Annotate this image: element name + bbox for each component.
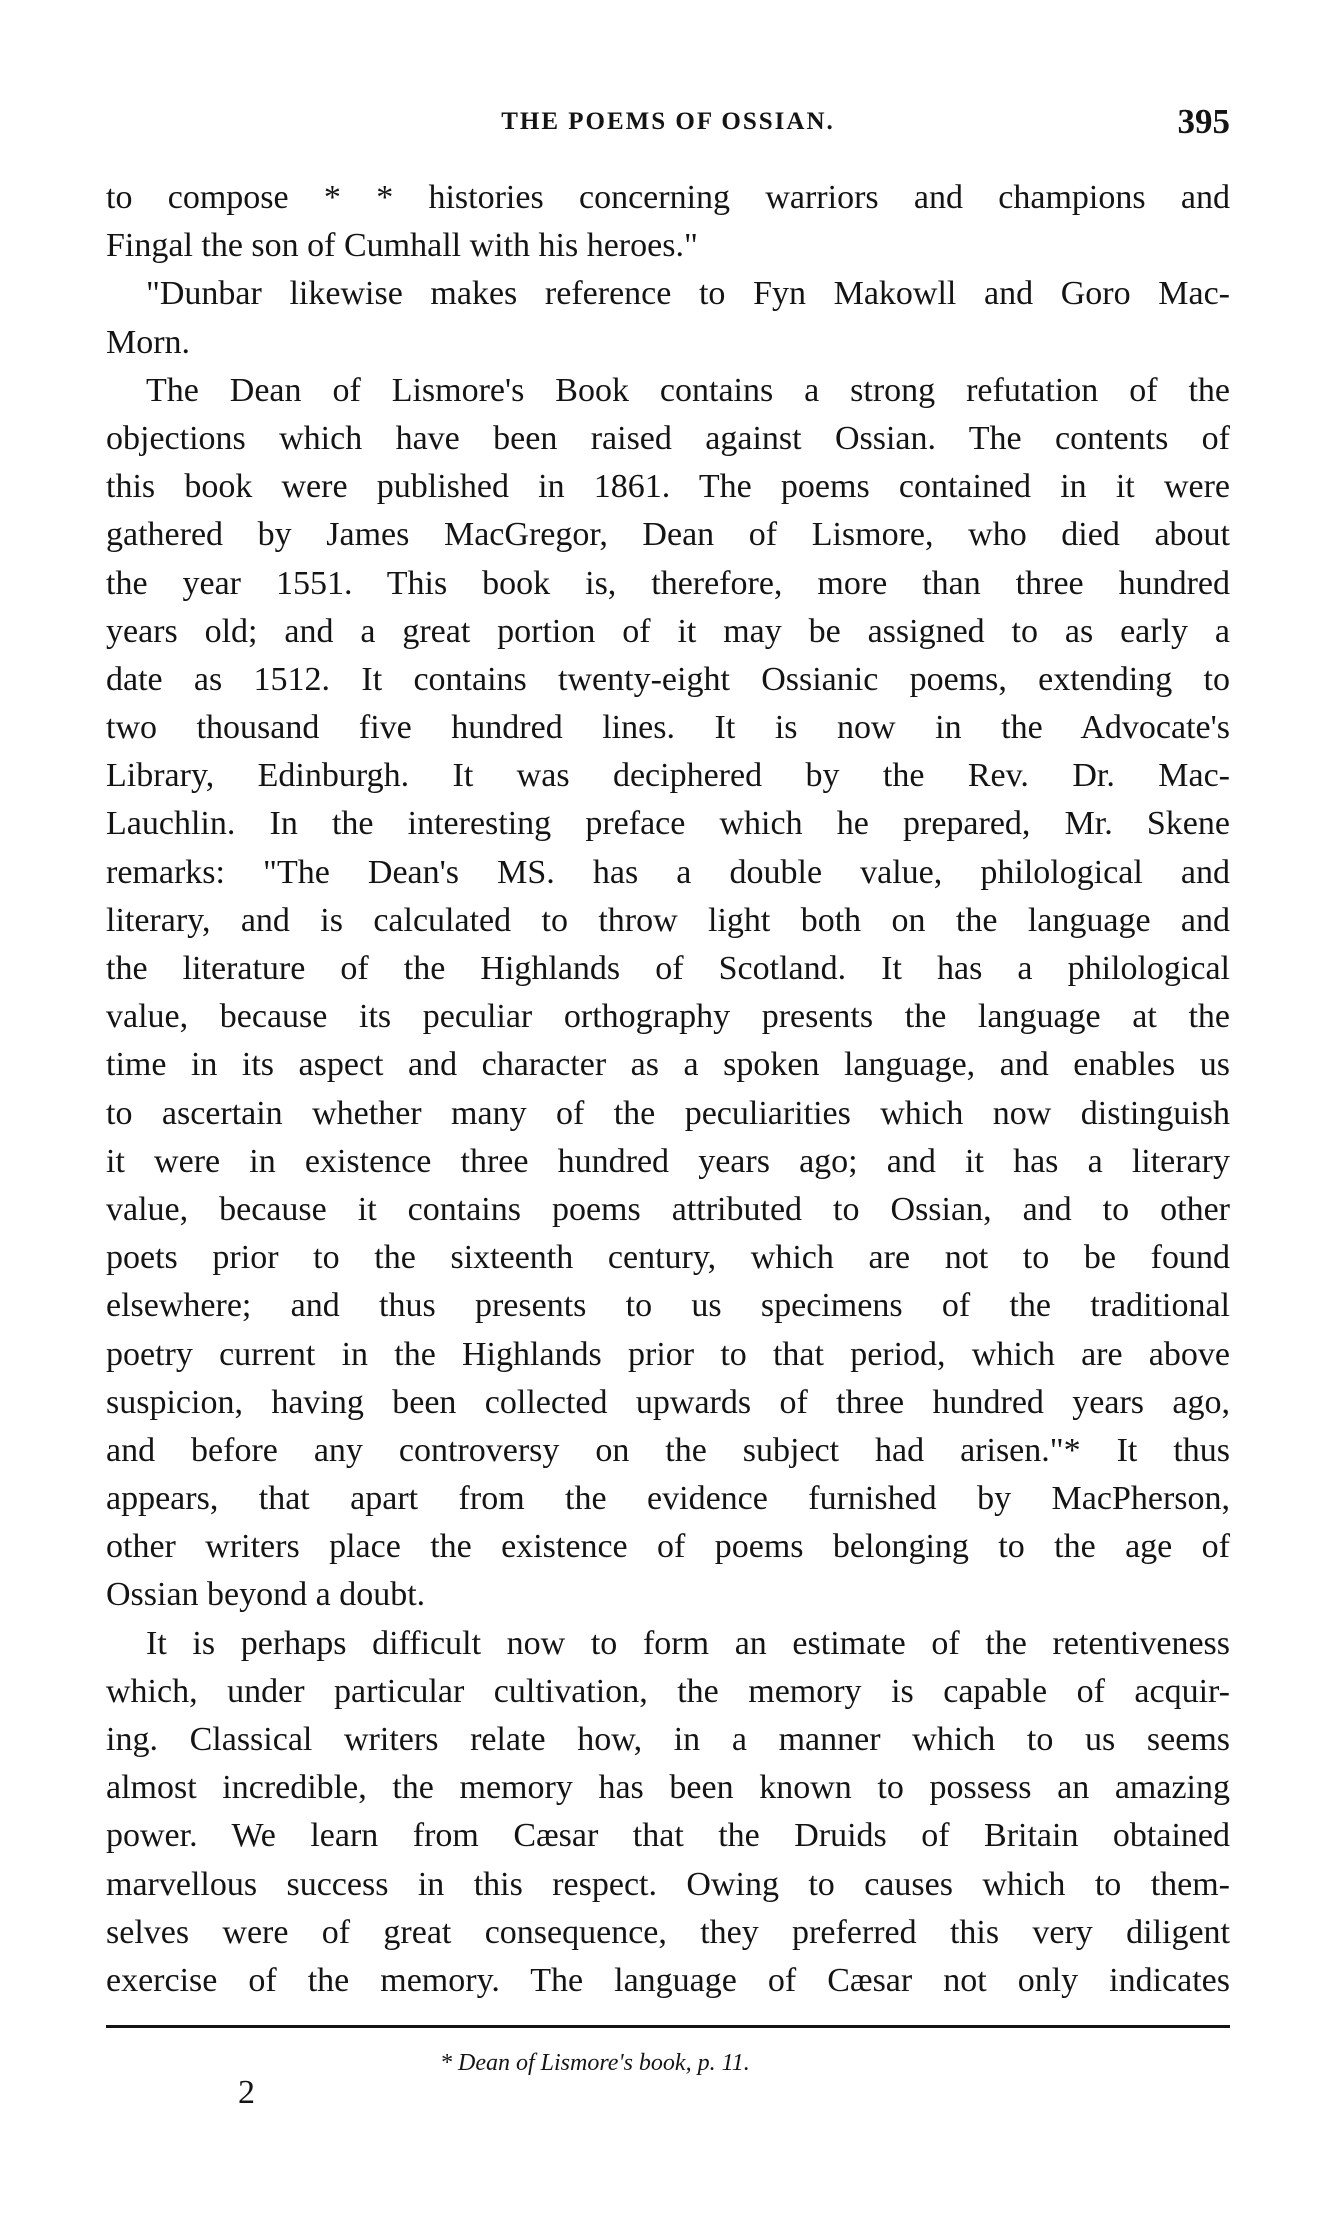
- signature-mark: 2: [238, 2074, 255, 2111]
- text-line: Library, Edinburgh. It was deciphered by the Rev. Dr. Mac-: [106, 757, 1230, 795]
- text-line: exercise of the memory. The language of Cæsar not only indicates: [106, 1961, 1230, 1999]
- text-line: Ossian beyond a doubt.: [106, 1576, 426, 1614]
- running-title: THE POEMS OF OSSIAN.: [501, 108, 835, 135]
- text-line: gathered by James MacGregor, Dean of Lismore, who died about: [106, 516, 1230, 554]
- text-line: selves were of great consequence, they preferred this very diligent: [106, 1913, 1230, 1951]
- text-line: Morn.: [106, 323, 191, 361]
- text-line: this book were published in 1861. The poems contained in it were: [106, 468, 1230, 506]
- body-text: [106, 174, 1230, 2005]
- text-line: Fingal the son of Cumhall with his heroes.": [106, 227, 698, 265]
- text-line: remarks: "The Dean's MS. has a double value, philological and: [106, 853, 1230, 891]
- text-line: years old; and a great portion of it may be assigned to as early a: [106, 612, 1230, 650]
- text-line: time in its aspect and character as a spoken language, and enables us: [106, 1046, 1230, 1084]
- text-line: poets prior to the sixteenth century, which are not to be found: [106, 1239, 1230, 1277]
- text-line: it were in existence three hundred years ago; and it has a literary: [106, 1142, 1230, 1180]
- text-line: date as 1512. It contains twenty-eight Ossianic poems, extending to: [106, 660, 1230, 698]
- text-line: to compose * * histories concerning warriors and champions and: [106, 179, 1230, 216]
- text-line: literary, and is calculated to throw light both on the language and: [106, 901, 1230, 939]
- text-line: the literature of the Highlands of Scotland. It has a philological: [106, 950, 1230, 987]
- text-line: poetry current in the Highlands prior to that period, which are above: [106, 1335, 1230, 1373]
- text-line: Lauchlin. In the interesting preface which he prepared, Mr. Skene: [106, 805, 1230, 843]
- text-line: The Dean of Lismore's Book contains a strong refutation of the: [146, 371, 1230, 409]
- text-line: value, because its peculiar orthography presents the language at the: [106, 998, 1230, 1036]
- text-line: suspicion, having been collected upwards of three hundred years ago,: [106, 1383, 1230, 1421]
- text-line: which, under particular cultivation, the memory is capable of acquir-: [106, 1672, 1230, 1710]
- running-header: [106, 102, 1230, 146]
- text-line: "Dunbar likewise makes reference to Fyn Makowll and Goro Mac-: [146, 275, 1230, 313]
- footnote-rule: [106, 2025, 1230, 2028]
- text-line: almost incredible, the memory has been known to possess an amazing: [106, 1769, 1230, 1807]
- text-line: value, because it contains poems attributed to Ossian, and to other: [106, 1190, 1230, 1228]
- text-line: objections which have been raised against Ossian. The contents of: [106, 419, 1230, 457]
- text-line: appears, that apart from the evidence furnished by MacPherson,: [106, 1480, 1230, 1518]
- text-line: other writers place the existence of poems belonging to the age of: [106, 1528, 1230, 1566]
- text-line: ing. Classical writers relate how, in a manner which to us seems: [106, 1721, 1230, 1758]
- text-line: two thousand five hundred lines. It is now in the Advocate's: [106, 709, 1230, 747]
- page-number: 395: [1177, 102, 1230, 141]
- text-line: to ascertain whether many of the peculiarities which now distinguish: [106, 1094, 1230, 1132]
- text-line: elsewhere; and thus presents to us specimens of the traditional: [106, 1287, 1230, 1325]
- footnote: * Dean of Lismore's book, p. 11.: [440, 2050, 750, 2076]
- text-line: and before any controversy on the subject had arisen."* It thus: [106, 1431, 1230, 1469]
- text-line: It is perhaps difficult now to form an estimate of the retentiveness: [146, 1624, 1230, 1662]
- text-line: the year 1551. This book is, therefore, more than three hundred: [106, 564, 1230, 602]
- text-line: marvellous success in this respect. Owing to causes which to them-: [106, 1865, 1230, 1903]
- text-line: power. We learn from Cæsar that the Druids of Britain obtained: [106, 1817, 1230, 1855]
